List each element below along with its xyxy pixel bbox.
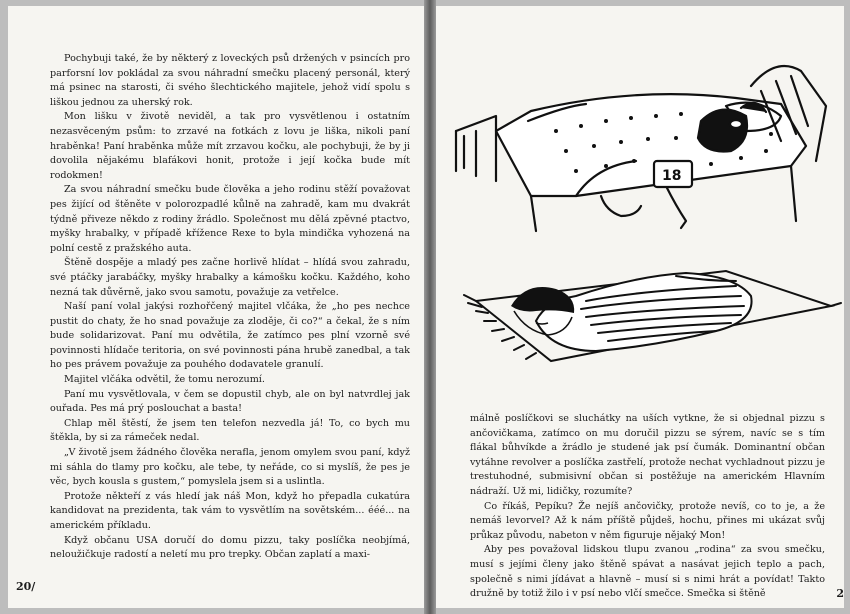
paragraph: Za svou náhradní smečku bude člověka a jeho rodinu stěží považovat pes žijící od štěněte v polorozpadlé kůlně na zahradě, kam mu dvakrát týdně přiveze někdo z rodiny žrádlo. Společnost mu dělá zpěvné ptactvo, myšky hrabalky, v případě křížence Rexe to byla mindička vyhozená na polní cestě z pražského auta. [50,184,410,254]
paragraph: Pochybuji také, že by některý z loveckých psů držených v psincích pro parforsní lov pokládal za svou náhradní smečku placený personál, který má psinec na starosti, či svého šlechtického majitele, jehož vidí spolu s liškou jednou za uherský rok. [50,53,410,108]
paragraph: Mon lišku v životě neviděl, a tak pro vysvětlenou i ostatním nezasvěceným psům: to zrzavé na fotkách z lovu je liška, nikoli paní hraběnka! Paní hraběnka může mít zrzavou kočku, ale pochybuji, že by ji dovolila nějakému blafákovi honit, protože i její kočka bude mít rodokmen! [50,111,410,181]
paragraph: „V životě jsem žádného člověka nerafla, jenom omylem svou paní, když mi sáhla do tlamy pro kočku, ale tebe, ty neřáde, co si myslíš, že pes je věc, bych kousla s gustem,“ pomyslela jsem si a uslintla. [50,447,410,488]
left-page [8,6,424,608]
book-gutter [424,0,436,614]
left-page-text [50,52,410,563]
page-number-right: 2 [836,587,844,600]
right-page [436,6,844,608]
svg-text:18: 18 [662,168,682,184]
paragraph: Paní mu vysvětlovala, v čem se dopustil chyb, ale on byl natvrdlej jak ouřada. Pes má prý poslouchat a basta! [50,388,410,415]
paragraph: Chlap měl štěstí, že jsem ten telefon nezvedla já! To, co bych mu štěkla, by si za rámeček nedal. [50,417,410,444]
paragraph: Co říkáš, Pepíku? Že nejíš ančovičky, protože nevíš, co to je, a že nemáš levorvel? Až k nám příště půjdeš, hochu, přines mi ukázat svůj průkaz původu, nabeton v něm figuruje nějaký Mon! [470,500,825,541]
paragraph: Štěně dospěje a mladý pes začne horlivě hlídat – hlídá svou zahradu, své ptáčky jarabáčky, myšky hrabalky a kámošku kočku. Každého, koho nezná tak důvěrně, jako svou samotu, považuje za vetřelce. [50,257,410,298]
paragraph: Majitel vlčáka odvětil, že tomu nerozumí. [64,374,265,386]
paragraph: Protože někteří z vás hledí jak náš Mon, když ho přepadla cukatúra kandidovat na prezidenta, tak vám to vysvětlím na sovětském... ééé... na americkém příkladu. [50,490,410,531]
person-sleeping-on-mat-illustration [436,251,844,401]
dog-sleeping-in-bed-illustration [436,46,844,246]
paragraph-continued: málně poslíčkovi se sluchátky na uších vytkne, že si objednal pizzu s ančovičkama, zatímco on mu doručil pizzu se sýrem, navíc se s tím flákal bůhvíkde a žrádlo je studené jak psí čumák. Dominantní občan vytáhne revolver a poslíčka zastřelí, protože nechat vychladnout pizzu je trestuhodné, submisivní občan si postěžuje na americkém Hlavním nádraží. Už mi, lidičky, rozumíte? [470,413,825,497]
paragraph: Když občanu USA doručí do domu pizzu, taky poslíčka neobjímá, neloužičkuje radostí a neletí mu pro trepky. Občan zaplatí a maxi- [50,534,410,561]
paragraph: Naší paní volal jakýsi rozhořčený majitel vlčáka, že „ho pes nechce pustit do chaty, že ho snad považuje za zloděje, či co?“ a čekal, že s ním bude solidarizovat. Paní mu odvětila, že zatímco pes plní vzorně své povinnosti hlídače teritoria, on své povinnosti pána hrubě zanedbal, a tak ho pes právem považuje za pouhého dodavatele granulí. [50,301,410,371]
right-page-text [470,412,825,602]
paragraph: Aby pes považoval lidskou tlupu zvanou „rodina“ za svou smečku, musí s jejími členy jako štěně spávat a nasávat jejich teplo a pach, společně s nimi jídávat a hlavně – musí si s nimi hrát a povídat! Takto družně by totiž žilo i v psí nebo vlčí smečce. Smečka si štěně [470,544,825,600]
page-number-left: 20/ [16,580,36,593]
